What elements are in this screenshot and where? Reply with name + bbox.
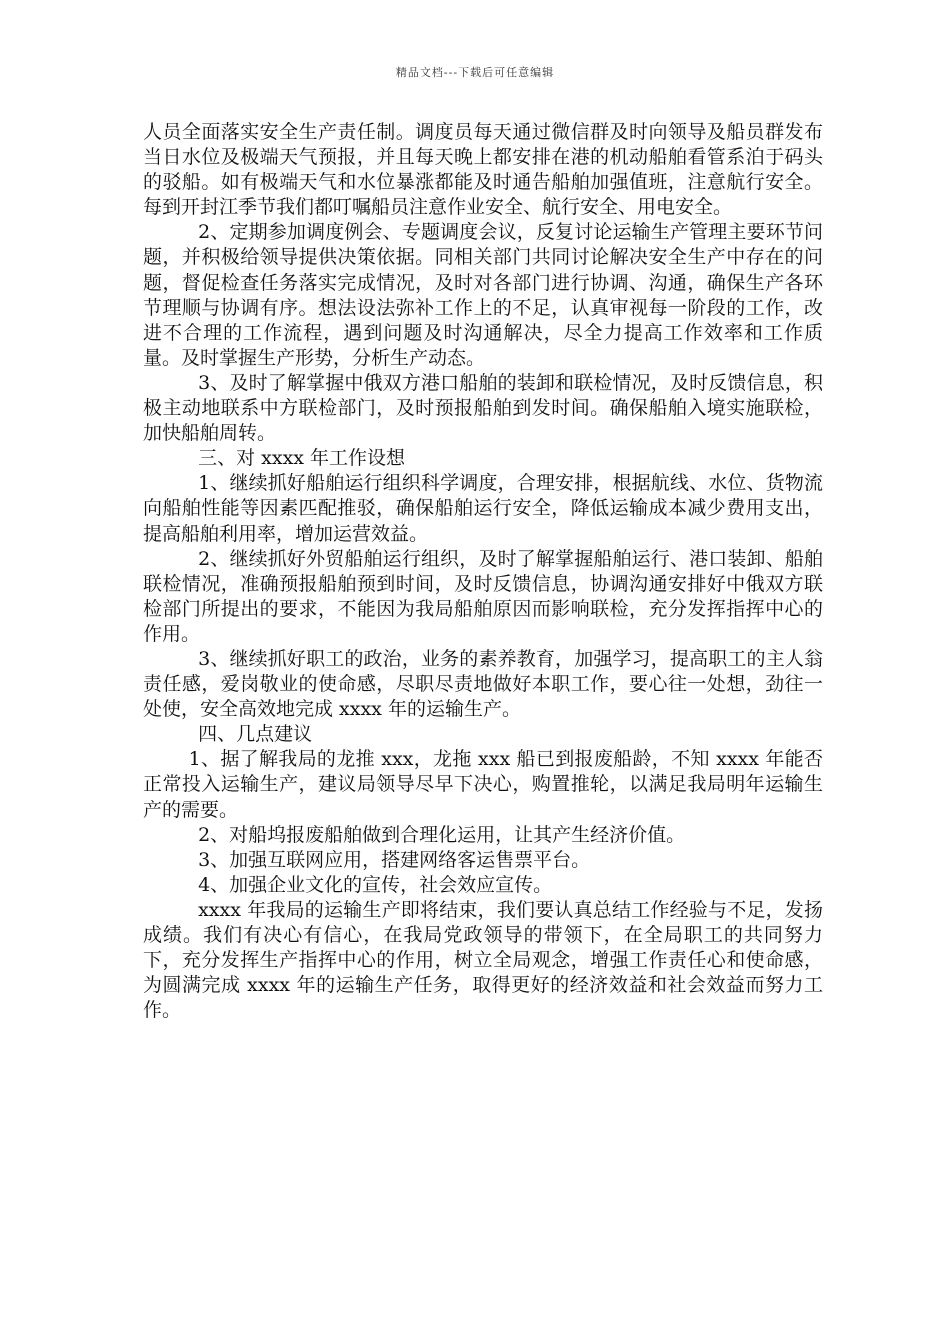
paragraph-suggestion-3: 3、加强互联网应用，搭建网络客运售票平台。 bbox=[198, 848, 591, 871]
paragraph-plan-2: 2、继续抓好外贸船舶运行组织，及时了解掌握船舶运行、港口装卸、船舶联检情况，准确预报船舶预到时间，及时反馈信息，协调沟通安排好中俄双方联检部门所提出的要求，不能因为我局船舶原因而影响联检，充分发挥指挥中心的作用。 bbox=[143, 547, 823, 645]
section-heading-plans: 三、对 xxxx 年工作设想 bbox=[198, 447, 406, 470]
document-body bbox=[143, 120, 823, 1023]
page-header: 精品文档---下载后可任意编辑 bbox=[395, 66, 555, 79]
paragraph-plan-1: 1、继续抓好船舶运行组织科学调度，合理安排，根据航线、水位、货物流向船舶性能等因素匹配推驳，确保船舶运行安全，降低运输成本减少费用支出，提高船舶利用率，增加运营效益。 bbox=[143, 472, 823, 545]
paragraph-plan-3: 3、继续抓好职工的政治，业务的素养教育，加强学习，提高职工的主人翁责任感，爱岗敬业的使命感，尽职尽责地做好本职工作，要心往一处想，劲往一处使，安全高效地完成 xxxx 年的运输生产。 bbox=[143, 647, 823, 721]
paragraph-dispatch-meetings: 2、定期参加调度例会、专题调度会议，反复讨论运输生产管理主要环节问题，并积极给领导提供决策依据。同相关部门共同讨论解决安全生产中存在的问题，督促检查任务落实完成情况，及时对各部门进行协调、沟通，确保生产各环节理顺与协调有序。想法设法弥补工作上的不足，认真审视每一阶段的工作，改进不合理的工作流程，遇到问题及时沟通解决，尽全力提高工作效率和工作质量。及时掌握生产形势，分析生产动态。 bbox=[143, 221, 823, 369]
paragraph-conclusion: xxxx 年我局的运输生产即将结束，我们要认真总结工作经验与不足，发扬成绩。我们有决心有信心，在我局党政领导的带领下，在全局职工的共同努力下，充分发挥生产指挥中心的作用，树立全局观念，增强工作责任心和使命感，为圆满完成 xxxx 年的运输生产任务，取得更好的经济效益和社会效益而努力工作。 bbox=[143, 898, 823, 1022]
paragraph-port-inspection: 3、及时了解掌握中俄双方港口船舶的装卸和联检情况，及时反馈信息，积极主动地联系中方联检部门，及时预报船舶到发时间。确保船舶入境实施联检，加快船舶周转。 bbox=[143, 371, 823, 445]
paragraph-suggestion-4: 4、加强企业文化的宣传，社会效应宣传。 bbox=[198, 873, 553, 896]
section-heading-suggestions: 四、几点建议 bbox=[198, 723, 313, 746]
paragraph-safety-duty: 人员全面落实安全生产责任制。调度员每天通过微信群及时向领导及船员群发布当日水位及极端天气预报，并且每天晚上都安排在港的机动船舶看管系泊于码头的驳船。如有极端天气和水位暴涨都能及时通告船舶加强值班，注意航行安全。每到开封江季节我们都叮嘱船员注意作业安全、航行安全、用电安全。 bbox=[143, 121, 823, 219]
paragraph-suggestion-2: 2、对船坞报废船舶做到合理化运用，让其产生经济价值。 bbox=[198, 823, 686, 846]
paragraph-suggestion-1: 1、据了解我局的龙推 xxx，龙拖 xxx 船已到报废船龄，不知 xxxx 年能否正常投入运输生产，建议局领导尽早下决心，购置推轮，以满足我局明年运输生产的需要。 bbox=[143, 748, 823, 821]
